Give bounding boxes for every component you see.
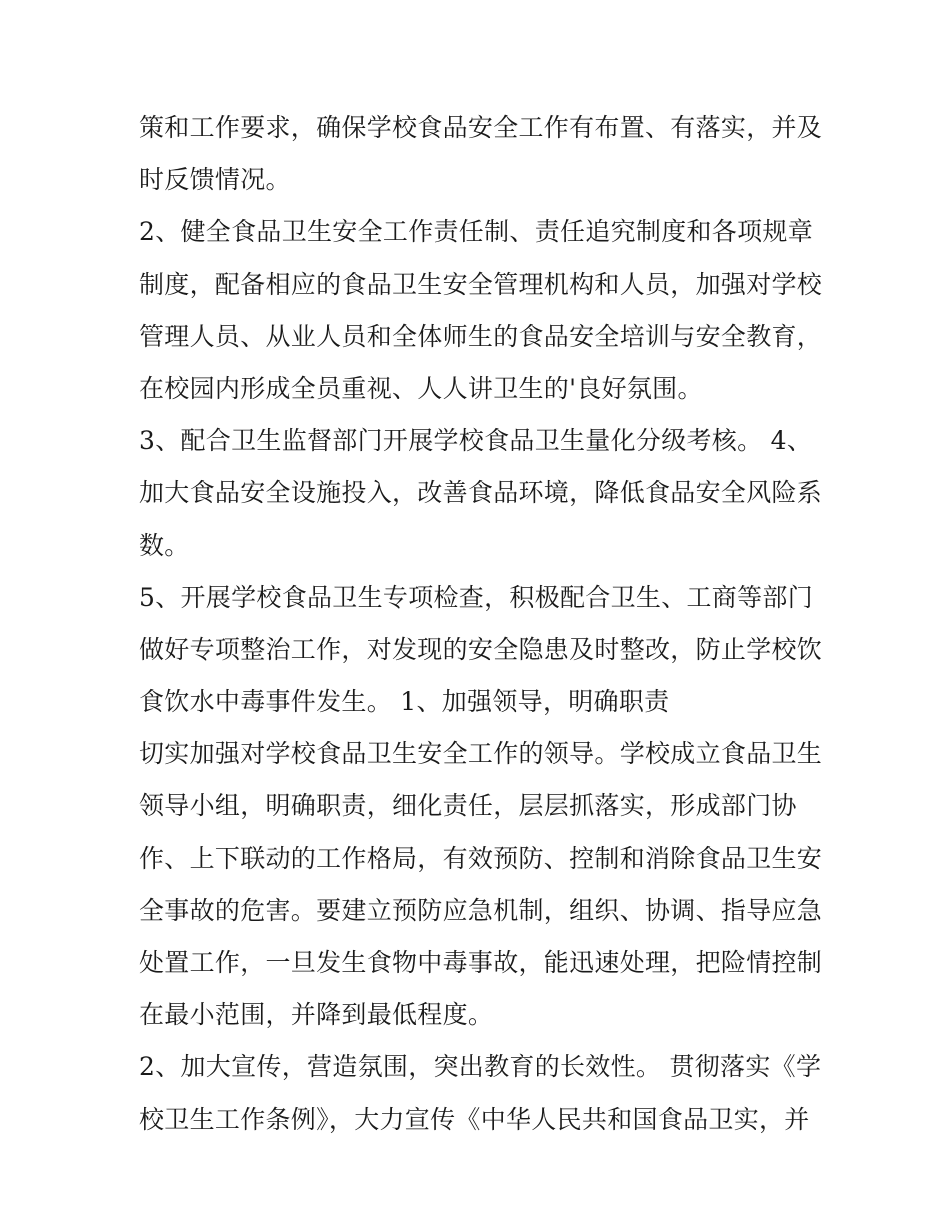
text-line: 食饮水中毒事件发生。 1、加强领导，明确职责: [139, 687, 670, 717]
text-line: 管理人员、从业人员和全体师生的食品安全培训与安全教育，: [139, 321, 823, 351]
text-line: 5、开展学校食品卫生专项检查，积极配合卫生、工商等部门: [139, 582, 814, 612]
text-line: 3、配合卫生监督部门开展学校食品卫生量化分级考核。 4、: [139, 426, 813, 456]
text-line: 策和工作要求，确保学校食品安全工作有布置、有落实，并及: [139, 113, 823, 142]
text-line: 校卫生工作条例》，大力宣传《中华人民共和国食品卫实，并: [139, 1104, 810, 1134]
text-line: 做好专项整治工作，对发现的安全隐患及时整改，防止学校饮: [139, 634, 823, 664]
text-line: 全事故的危害。要建立预防应急机制，组织、协调、指导应急: [139, 895, 823, 925]
body-text: [139, 102, 823, 1146]
text-line: 切实加强对学校食品卫生安全工作的领导。学校成立食品卫生: [139, 739, 823, 769]
text-line: 时反馈情况。: [139, 165, 291, 195]
text-line: 在最小范围，并降到最低程度。: [139, 1000, 494, 1030]
text-line: 加大食品安全设施投入，改善食品环境，降低食品安全风险系: [139, 478, 823, 508]
text-line: 在校园内形成全员重视、人人讲卫生的'良好氛围。: [139, 373, 703, 403]
text-line: 2、加大宣传，营造氛围，突出教育的长效性。 贯彻落实《学: [139, 1052, 822, 1082]
text-line: 处置工作，一旦发生食物中毒事故，能迅速处理，把险情控制: [139, 948, 823, 977]
text-line: 2、健全食品卫生安全工作责任制、责任追究制度和各项规章: [139, 217, 814, 247]
text-line: 制度，配备相应的食品卫生安全管理机构和人员，加强对学校: [139, 269, 823, 299]
text-line: 数。: [139, 530, 190, 560]
text-line: 作、上下联动的工作格局，有效预防、控制和消除食品卫生安: [139, 843, 823, 873]
text-line: 领导小组，明确职责，细化责任，层层抓落实，形成部门协: [139, 791, 797, 821]
